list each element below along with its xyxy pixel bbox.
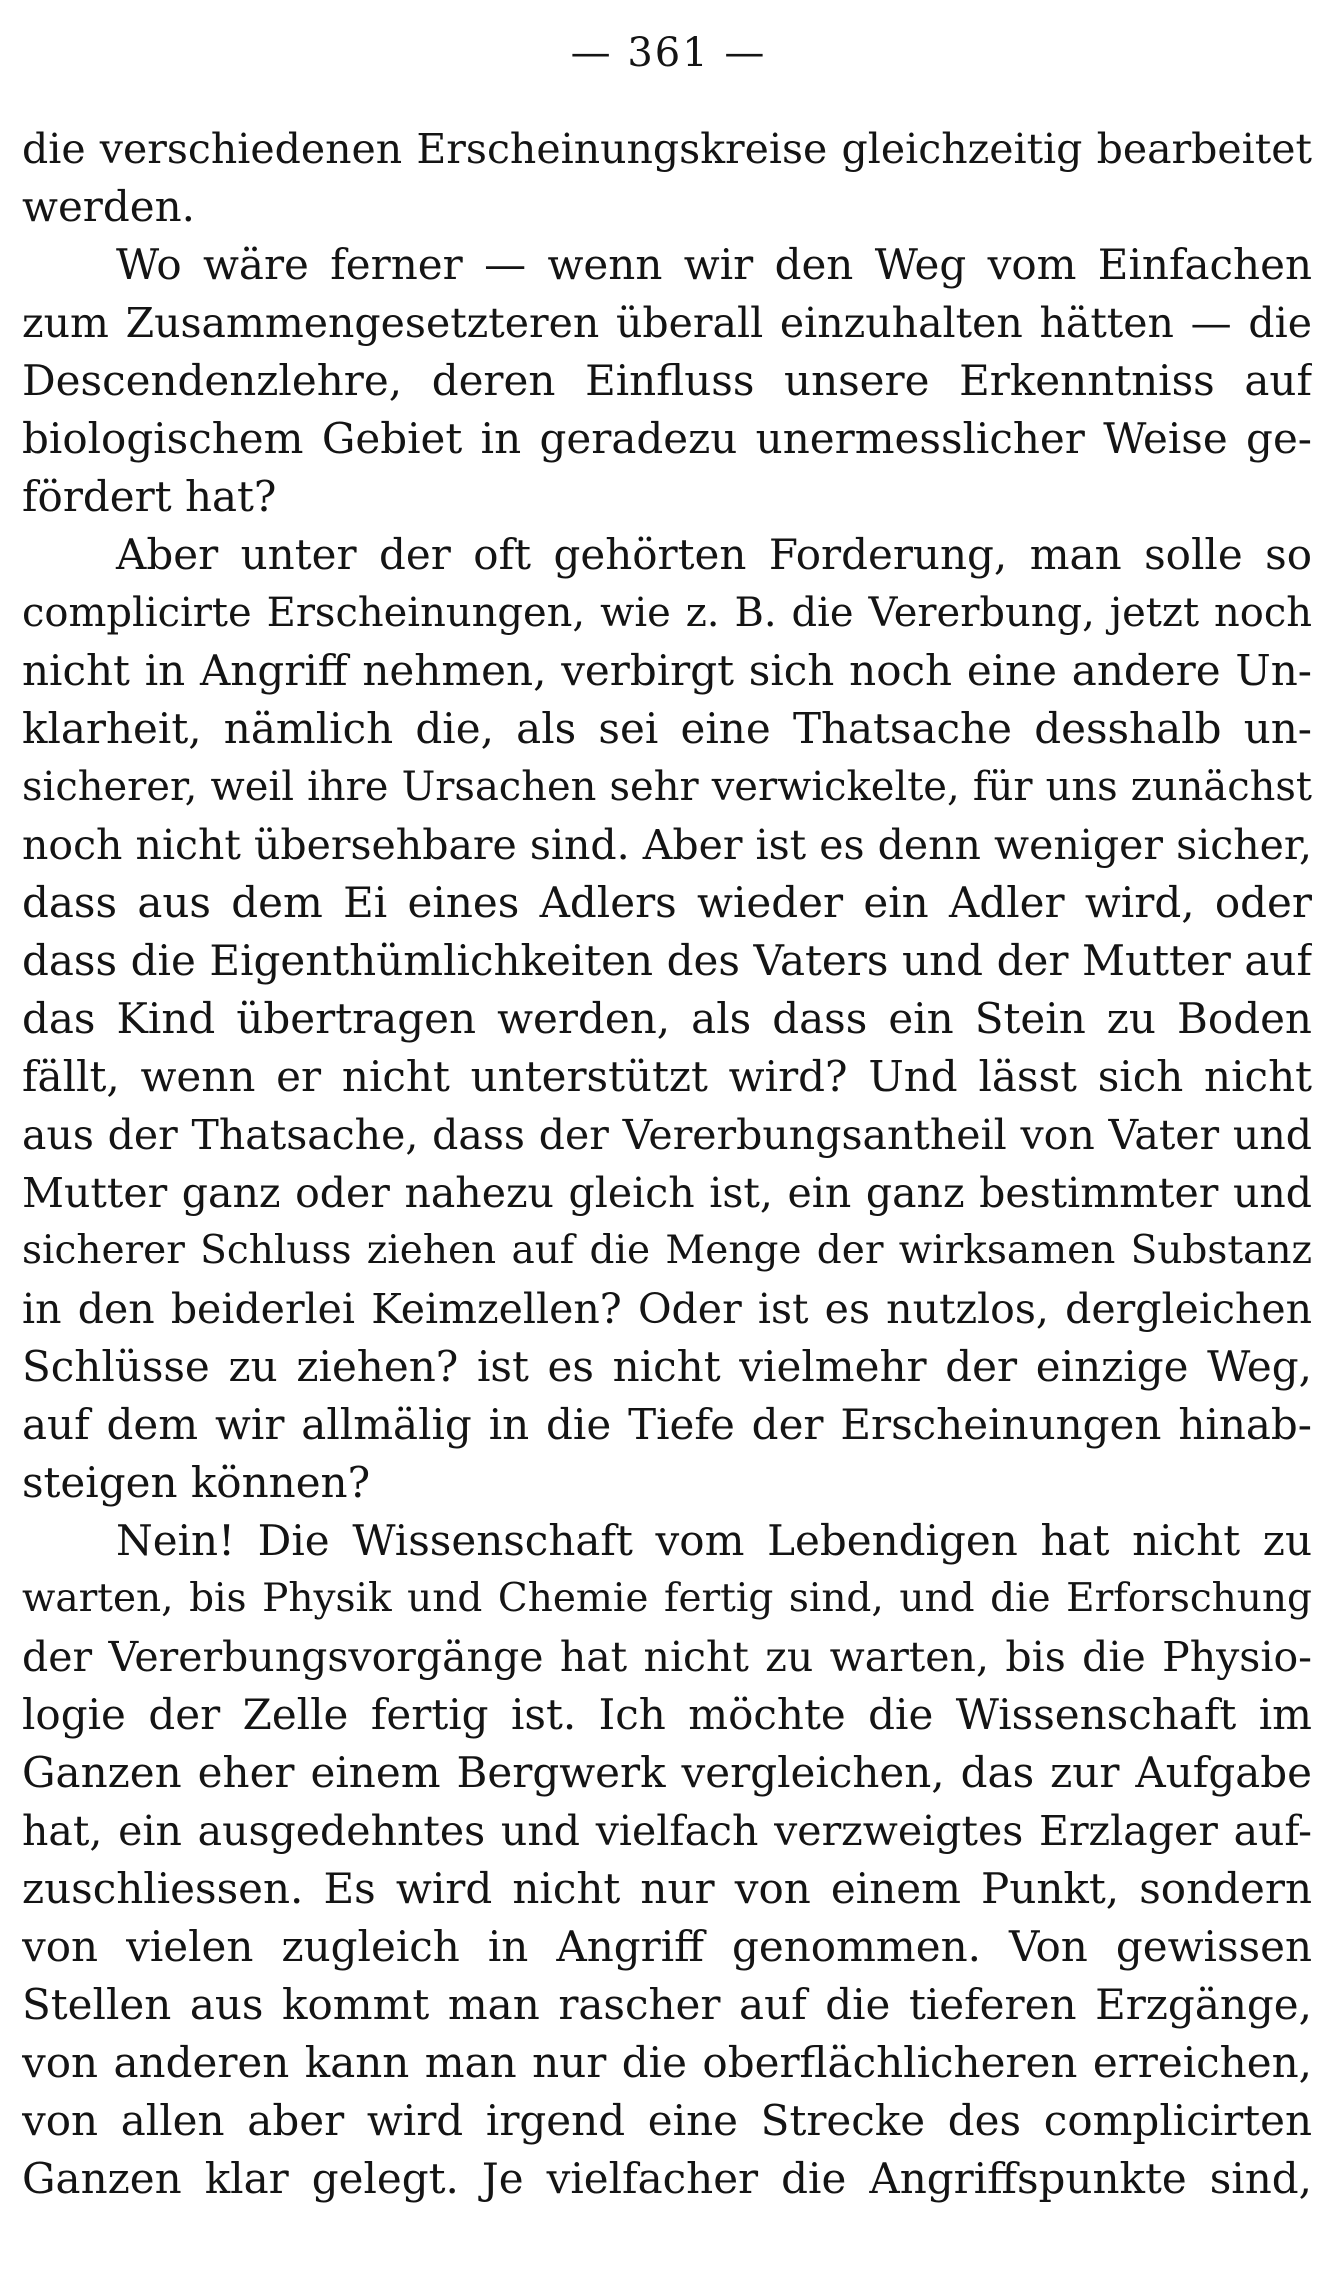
text-line: Ganzen klar gelegt. Je vielfacher die Angriffspunkte sind, xyxy=(22,2154,1312,2203)
text-line: nicht in Angriff nehmen, verbirgt sich noch eine andere Un- xyxy=(22,646,1312,695)
text-line: von vielen zugleich in Angriff genommen. Von gewissen xyxy=(22,1922,1312,1971)
text-line: Mutter ganz oder nahezu gleich ist, ein ganz bestimmter und xyxy=(22,1169,1312,1217)
text-line: biologischem Gebiet in geradezu unermesslicher Weise ge- xyxy=(22,414,1312,463)
page-number: — 361 — xyxy=(570,30,767,76)
text-line: Aber unter der oft gehörten Forderung, man solle so xyxy=(116,530,1312,579)
text-line: von allen aber wird irgend eine Strecke des complicirten xyxy=(22,2096,1312,2145)
text-line: Ganzen eher einem Bergwerk vergleichen, das zur Aufgabe xyxy=(22,1748,1312,1797)
text-line: warten, bis Physik und Chemie fertig sind, und die Erforschung xyxy=(22,1576,1312,1621)
text-line: sicherer, weil ihre Ursachen sehr verwickelte, für uns zunächst xyxy=(22,764,1312,810)
text-line: fällt, wenn er nicht unterstützt wird? Und lässt sich nicht xyxy=(22,1052,1312,1101)
text-line: Descendenzlehre, deren Einfluss unsere Erkenntniss auf xyxy=(22,356,1312,405)
text-line: auf dem wir allmälig in die Tiefe der Erscheinungen hinab- xyxy=(22,1400,1312,1449)
text-line: noch nicht übersehbare sind. Aber ist es denn weniger sicher, xyxy=(22,821,1312,869)
text-line: Nein! Die Wissenschaft vom Lebendigen hat nicht zu xyxy=(116,1516,1312,1565)
text-line: in den beiderlei Keimzellen? Oder ist es nutzlos, dergleichen xyxy=(22,1285,1312,1333)
text-line: complicirte Erscheinungen, wie z. B. die Vererbung, jetzt noch xyxy=(22,590,1312,636)
text-line: sicherer Schluss ziehen auf die Menge der wirksamen Substanz xyxy=(22,1228,1312,1273)
text-line: werden. xyxy=(22,182,196,231)
text-line: das Kind übertragen werden, als dass ein Stein zu Boden xyxy=(22,994,1312,1043)
text-line: fördert hat? xyxy=(22,472,277,521)
text-line: aus der Thatsache, dass der Vererbungsantheil von Vater und xyxy=(22,1111,1312,1159)
text-line: der Vererbungsvorgänge hat nicht zu warten, bis die Physio- xyxy=(22,1633,1312,1681)
body-text xyxy=(22,120,1312,2208)
text-line: Schlüsse zu ziehen? ist es nicht vielmehr der einzige Weg, xyxy=(22,1342,1312,1391)
text-line: dass die Eigenthümlichkeiten des Vaters und der Mutter auf xyxy=(22,936,1312,985)
text-line: zuschliessen. Es wird nicht nur von einem Punkt, sondern xyxy=(22,1864,1312,1913)
text-line: die verschiedenen Erscheinungskreise gleichzeitig bearbeitet xyxy=(22,125,1312,173)
text-line: hat, ein ausgedehntes und vielfach verzweigtes Erzlager auf- xyxy=(22,1807,1312,1855)
text-line: steigen können? xyxy=(22,1458,371,1507)
text-line: dass aus dem Ei eines Adlers wieder ein Adler wird, oder xyxy=(22,878,1312,927)
text-line: logie der Zelle fertig ist. Ich möchte die Wissenschaft im xyxy=(22,1690,1312,1739)
text-line: Stellen aus kommt man rascher auf die tieferen Erzgänge, xyxy=(22,1980,1312,2029)
text-line: klarheit, nämlich die, als sei eine Thatsache desshalb un- xyxy=(22,704,1312,753)
text-line: Wo wäre ferner — wenn wir den Weg vom Einfachen xyxy=(116,240,1312,289)
text-line: von anderen kann man nur die oberflächlicheren erreichen, xyxy=(22,2038,1312,2087)
text-line: zum Zusammengesetzteren überall einzuhalten hätten — die xyxy=(22,299,1312,347)
